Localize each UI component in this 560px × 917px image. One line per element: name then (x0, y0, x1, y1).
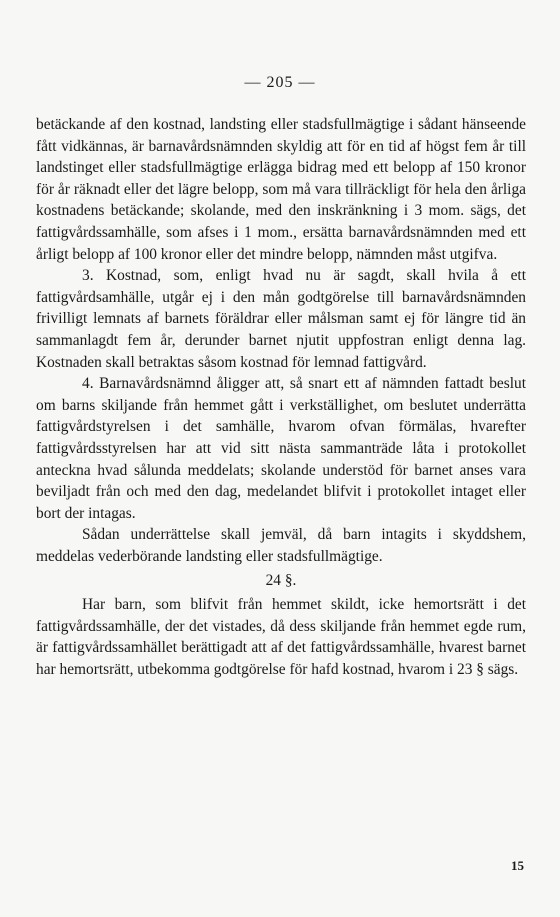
paragraph-section-24: Har barn, som blifvit från hemmet skildt, icke hemortsrätt i det fattigvårdssamhälle, der det vistades, då dess skiljande från hemmet egde rum, är fattigvårdssamhället berättigadt att af det fattigvårdssamhälle, hvarest barnet har hemortsrätt, utbekomma godtgörelse för hafd kostnad, hvarom i 23 § sägs. (36, 596, 526, 678)
page-number: — 205 — (244, 74, 316, 91)
signature-mark: 15 (511, 858, 524, 873)
section-heading: 24 §. (265, 572, 297, 590)
paragraph-moment-3: 3. Kostnad, som, enligt hvad nu är sagdt, skall hvila å ett fattigvårdsamhälle, utgår ej i den mån godtgörelse till barnavårdsnämnden frivilligt lemnats af barnets föräldrar eller målsman samt ej för längre tid än sammanlagdt fem år, derunder barnet njutit uppfostran enligt denna lag. Kostnaden skall betraktas såsom kostnad för lemnad fattigvård. (36, 267, 526, 371)
paragraph-moment-4: 4. Barnavårdsnämnd åligger att, så snart ett af nämnden fattadt beslut om barns skiljande från hemmet gått i verkställighet, om beslutet underrätta fattigvårdstyrelsen i det samhälle, hvarom ofvan förmälas, hvarefter fattigvårdsstyrelsen har att vid sitt nästa sammanträde låta i protokollet anteckna hvad sålunda meddelats; skolande understöd för barnet anses vara beviljadt från och med den dag, medelandet blifvit i protokollet intaget eller bort der intagas. (36, 375, 526, 522)
paragraph-continuation: betäckande af den kostnad, landsting eller stadsfullmägtige i sådant hänseende fått vidkännas, är barnavårdsnämnden skyldig att för en tid af högst fem år till landstinget eller stadsfullmägtige erlägga bidrag med ett belopp af 150 kronor för år räknadt eller det lägre belopp, som må vara tillräckligt för hela den årliga kostnadens betäckande; skolande, med den inskränkning i 3 mom. sägs, det fattigvårdssamhälle, som afses i 1 mom., ersätta barnavårdsnämnden med ett årligt belopp af 100 kronor eller det mindre belopp, nämnden måst utgifva. (36, 116, 526, 263)
paragraph-notification: Sådan underrättelse skall jemväl, då barn intagits i skyddshem, meddelas vederbörande landsting eller stadsfullmägtige. (36, 526, 526, 565)
page-body (36, 114, 526, 680)
